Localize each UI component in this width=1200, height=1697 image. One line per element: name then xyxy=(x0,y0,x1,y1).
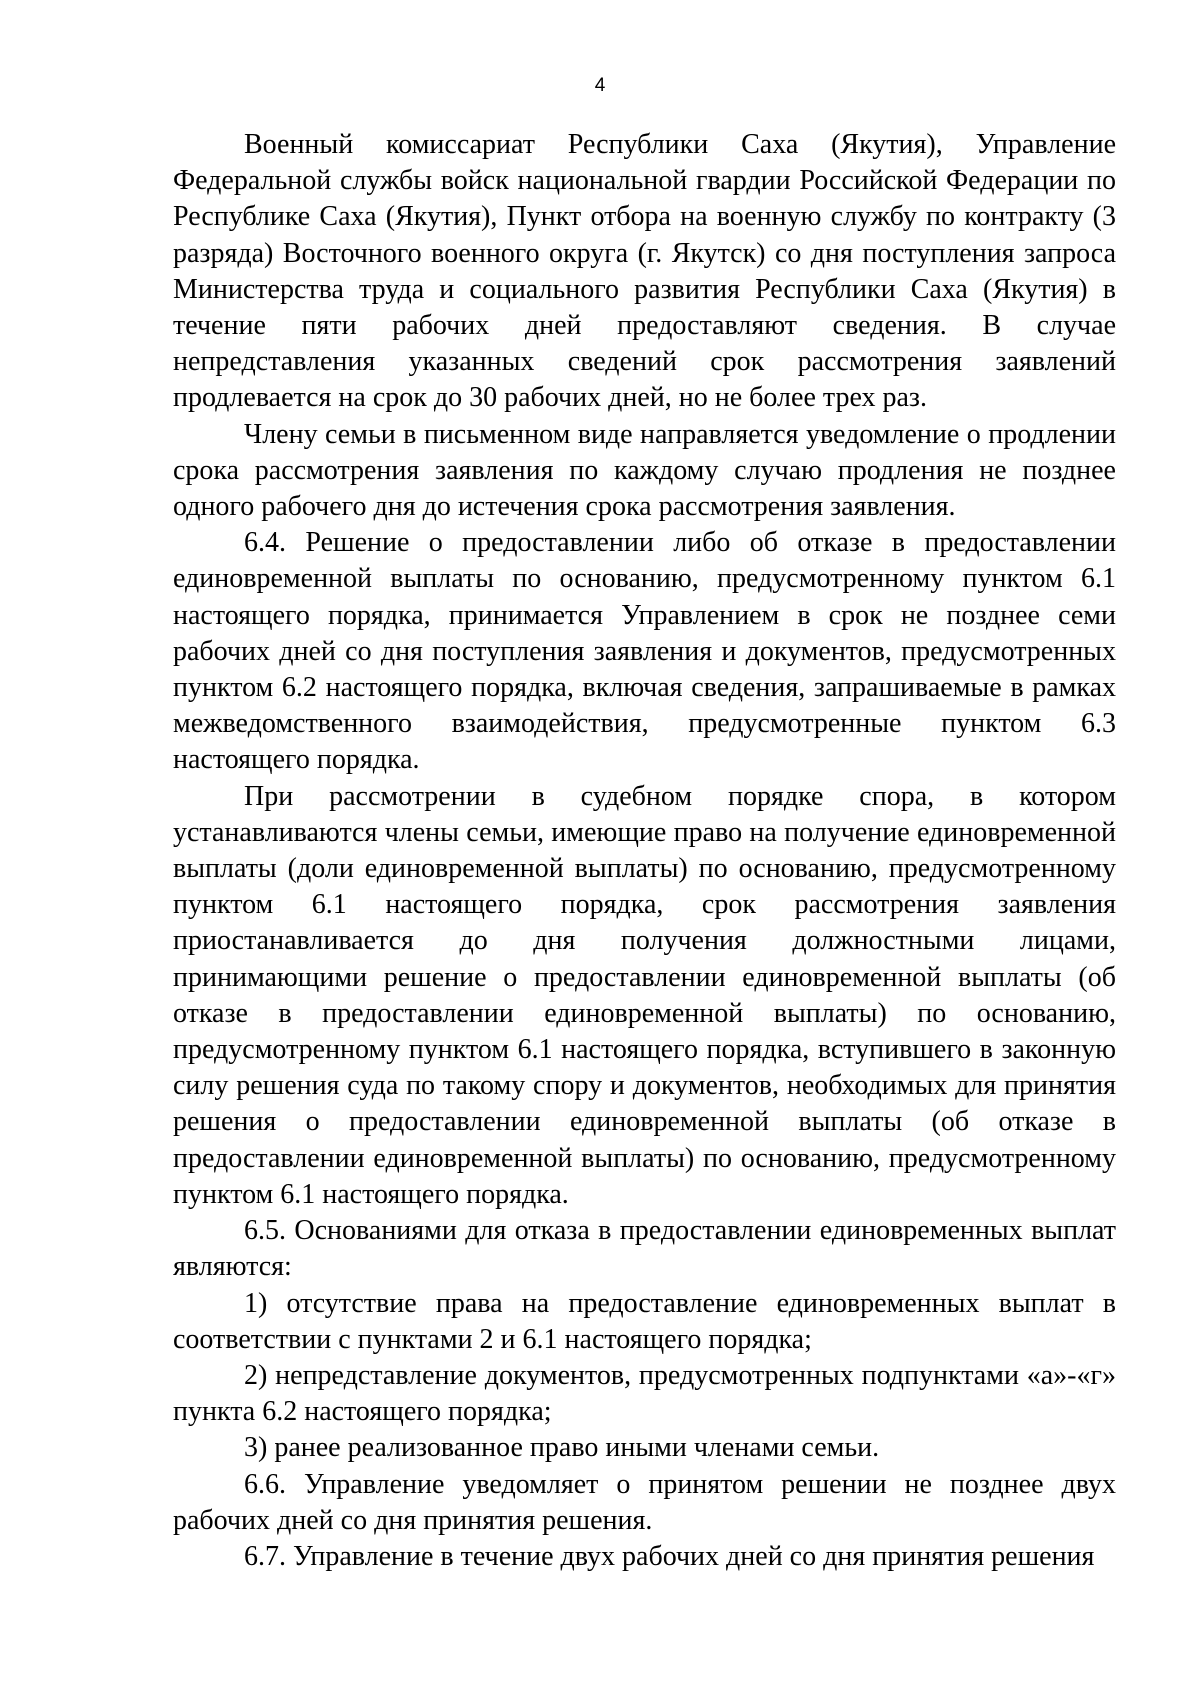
document-body xyxy=(173,127,1116,1575)
paragraph-court-dispute: При рассмотрении в судебном порядке спора, в котором устанавливаются члены семьи, имеющие право на получение единовременной выплаты (доли единовременной выплаты) по основанию, предусмотренному пунктом 6.1 настоящего порядка, срок рассмотрения заявления приостанавливается до дня получения должностными лицами, принимающими решение о предоставлении единовременной выплаты (об отказе в предоставлении единовременной выплаты) по основанию, предусмотренному пунктом 6.1 настоящего порядка, вступившего в законную силу решения суда по такому спору и документов, необходимых для принятия решения о предоставлении единовременной выплаты (об отказе в предоставлении единовременной выплаты) по основанию, предусмотренному пунктом 6.1 настоящего порядка. xyxy=(173,780,1116,1210)
list-item-3: 3) ранее реализованное право иными членами семьи. xyxy=(244,1432,880,1464)
page-number: 4 xyxy=(594,75,606,96)
paragraph-6-6: 6.6. Управление уведомляет о принятом решении не позднее двух рабочих дней со дня принятия решения. xyxy=(173,1468,1116,1536)
paragraph-military-commissariat: Военный комиссариат Республики Саха (Якутия), Управление Федеральной службы войск национальной гвардии Российской Федерации по Республике Саха (Якутия), Пункт отбора на военную службу по контракту (3 разряда) Восточного военного округа (г. Якутск) со дня поступления запроса Министерства труда и социального развития Республики Саха (Якутия) в течение пяти рабочих дней предоставляют сведения. В случае непредставления указанных сведений срок рассмотрения заявлений продлевается на срок до 30 рабочих дней, но не более трех раз. xyxy=(173,129,1116,414)
paragraph-extension-notice: Члену семьи в письменном виде направляется уведомление о продлении срока рассмотрения заявления по каждому случаю продления не позднее одного рабочего дня до истечения срока рассмотрения заявления. xyxy=(173,418,1116,523)
paragraph-6-4: 6.4. Решение о предоставлении либо об отказе в предоставлении единовременной выплаты по основанию, предусмотренному пунктом 6.1 настоящего порядка, принимается Управлением в срок не позднее семи рабочих дней со дня поступления заявления и документов, предусмотренных пунктом 6.2 настоящего порядка, включая сведения, запрашиваемые в рамках межведомственного взаимодействия, предусмотренные пунктом 6.3 настоящего порядка. xyxy=(173,527,1116,776)
paragraph-6-5: 6.5. Основаниями для отказа в предоставлении единовременных выплат являются: xyxy=(173,1215,1116,1283)
list-item-2: 2) непредставление документов, предусмотренных подпунктами «а»-«г» пункта 6.2 настоящего порядка; xyxy=(173,1359,1116,1428)
paragraph-6-7: 6.7. Управление в течение двух рабочих дней со дня принятия решения xyxy=(244,1540,1095,1572)
list-item-1: 1) отсутствие права на предоставление единовременных выплат в соответствии с пунктами 2 и 6.1 настоящего порядка; xyxy=(173,1287,1116,1355)
